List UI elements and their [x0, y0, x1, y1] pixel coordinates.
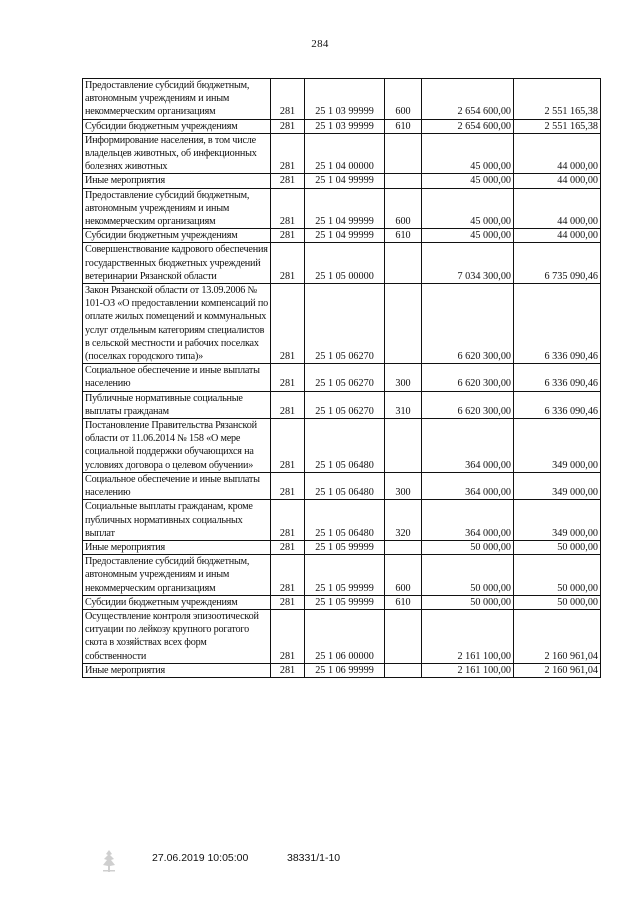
row-planned-amount: 45 000,00 — [422, 188, 514, 229]
row-planned-amount: 364 000,00 — [422, 500, 514, 541]
row-expense-type: 320 — [385, 500, 422, 541]
row-name: Иные мероприятия — [83, 663, 271, 677]
table-row — [83, 500, 601, 541]
row-code: 281 — [271, 595, 305, 609]
row-name: Информирование населения, в том числе владельцев животных, об инфекционных болезнях животных — [83, 133, 271, 174]
row-target-code: 25 1 04 99999 — [305, 174, 385, 188]
row-target-code: 25 1 05 06480 — [305, 472, 385, 499]
row-name: Осуществление контроля эпизоотической ситуации по лейкозу крупного рогатого скота в хозяйствах всех форм собственности — [83, 609, 271, 663]
row-name: Предоставление субсидий бюджетным, автономным учреждениям и иным некоммерческим организациям — [83, 555, 271, 596]
row-actual-amount: 2 160 961,04 — [514, 663, 601, 677]
row-expense-type — [385, 419, 422, 473]
row-name: Субсидии бюджетным учреждениям — [83, 229, 271, 243]
table-row — [83, 663, 601, 677]
row-target-code: 25 1 06 99999 — [305, 663, 385, 677]
table-row — [83, 609, 601, 663]
row-name: Социальное обеспечение и иные выплаты населению — [83, 364, 271, 391]
row-target-code: 25 1 05 06270 — [305, 391, 385, 418]
faint-watermark-text — [442, 848, 592, 858]
row-actual-amount: 349 000,00 — [514, 419, 601, 473]
table-row — [83, 174, 601, 188]
row-actual-amount: 2 160 961,04 — [514, 609, 601, 663]
row-planned-amount: 7 034 300,00 — [422, 243, 514, 284]
row-actual-amount: 50 000,00 — [514, 540, 601, 554]
row-actual-amount: 44 000,00 — [514, 174, 601, 188]
row-planned-amount: 45 000,00 — [422, 174, 514, 188]
row-name: Субсидии бюджетным учреждениям — [83, 595, 271, 609]
row-expense-type — [385, 243, 422, 284]
row-target-code: 25 1 04 99999 — [305, 229, 385, 243]
row-actual-amount: 349 000,00 — [514, 500, 601, 541]
row-name: Иные мероприятия — [83, 540, 271, 554]
budget-table — [82, 78, 601, 678]
row-target-code: 25 1 05 99999 — [305, 595, 385, 609]
row-planned-amount: 6 620 300,00 — [422, 364, 514, 391]
table-row — [83, 229, 601, 243]
row-name: Предоставление субсидий бюджетным, автономным учреждениям и иным некоммерческим организациям — [83, 79, 271, 120]
row-name: Субсидии бюджетным учреждениям — [83, 119, 271, 133]
table-row — [83, 595, 601, 609]
row-code: 281 — [271, 188, 305, 229]
row-code: 281 — [271, 243, 305, 284]
row-target-code: 25 1 03 99999 — [305, 79, 385, 120]
row-expense-type: 310 — [385, 391, 422, 418]
row-planned-amount: 45 000,00 — [422, 133, 514, 174]
table-row — [83, 419, 601, 473]
row-target-code: 25 1 05 99999 — [305, 540, 385, 554]
row-code: 281 — [271, 609, 305, 663]
table-row — [83, 284, 601, 364]
row-planned-amount: 2 161 100,00 — [422, 609, 514, 663]
row-planned-amount: 45 000,00 — [422, 229, 514, 243]
table-row — [83, 79, 601, 120]
row-name: Публичные нормативные социальные выплаты гражданам — [83, 391, 271, 418]
row-code: 281 — [271, 364, 305, 391]
row-expense-type — [385, 540, 422, 554]
row-target-code: 25 1 05 06480 — [305, 419, 385, 473]
row-code: 281 — [271, 229, 305, 243]
row-code: 281 — [271, 419, 305, 473]
row-expense-type — [385, 174, 422, 188]
row-actual-amount: 6 735 090,46 — [514, 243, 601, 284]
coat-of-arms-icon — [100, 848, 118, 874]
table-row — [83, 540, 601, 554]
table-row — [83, 472, 601, 499]
table-row — [83, 188, 601, 229]
row-name: Социальные выплаты гражданам, кроме публичных нормативных социальных выплат — [83, 500, 271, 541]
row-actual-amount: 50 000,00 — [514, 595, 601, 609]
row-expense-type — [385, 609, 422, 663]
row-code: 281 — [271, 540, 305, 554]
row-actual-amount: 50 000,00 — [514, 555, 601, 596]
row-actual-amount: 2 551 165,38 — [514, 119, 601, 133]
row-actual-amount: 44 000,00 — [514, 229, 601, 243]
row-target-code: 25 1 05 06270 — [305, 364, 385, 391]
row-name: Социальное обеспечение и иные выплаты населению — [83, 472, 271, 499]
row-planned-amount: 2 654 600,00 — [422, 79, 514, 120]
row-code: 281 — [271, 174, 305, 188]
row-planned-amount: 50 000,00 — [422, 540, 514, 554]
row-target-code: 25 1 05 06480 — [305, 500, 385, 541]
page-footer — [0, 848, 640, 888]
row-actual-amount: 44 000,00 — [514, 188, 601, 229]
row-target-code: 25 1 03 99999 — [305, 119, 385, 133]
row-target-code: 25 1 06 00000 — [305, 609, 385, 663]
table-row — [83, 133, 601, 174]
row-actual-amount: 6 336 090,46 — [514, 284, 601, 364]
row-target-code: 25 1 05 00000 — [305, 243, 385, 284]
row-name: Постановление Правительства Рязанской области от 11.06.2014 № 158 «О мере социальной поддержки обучающихся на условиях договора о целевом обучении» — [83, 419, 271, 473]
row-expense-type — [385, 133, 422, 174]
row-code: 281 — [271, 555, 305, 596]
row-actual-amount: 2 551 165,38 — [514, 79, 601, 120]
footer-document-number: 38331/1-10 — [287, 852, 341, 864]
row-expense-type — [385, 284, 422, 364]
row-actual-amount: 349 000,00 — [514, 472, 601, 499]
row-expense-type: 300 — [385, 364, 422, 391]
row-code: 281 — [271, 472, 305, 499]
row-target-code: 25 1 05 06270 — [305, 284, 385, 364]
row-code: 281 — [271, 284, 305, 364]
table-row — [83, 243, 601, 284]
row-code: 281 — [271, 133, 305, 174]
row-name: Иные мероприятия — [83, 174, 271, 188]
page-number: 284 — [311, 38, 329, 50]
budget-table-body — [83, 79, 601, 678]
table-row — [83, 391, 601, 418]
footer-timestamp: 27.06.2019 10:05:00 — [152, 852, 249, 864]
row-planned-amount: 364 000,00 — [422, 419, 514, 473]
row-planned-amount: 50 000,00 — [422, 555, 514, 596]
row-code: 281 — [271, 500, 305, 541]
row-planned-amount: 364 000,00 — [422, 472, 514, 499]
row-name: Совершенствование кадрового обеспечения государственных бюджетных учреждений ветеринарии Рязанской области — [83, 243, 271, 284]
row-code: 281 — [271, 79, 305, 120]
row-planned-amount: 2 654 600,00 — [422, 119, 514, 133]
row-planned-amount: 2 161 100,00 — [422, 663, 514, 677]
row-expense-type — [385, 663, 422, 677]
table-row — [83, 555, 601, 596]
row-planned-amount: 6 620 300,00 — [422, 284, 514, 364]
table-row — [83, 364, 601, 391]
row-expense-type: 610 — [385, 119, 422, 133]
row-actual-amount: 6 336 090,46 — [514, 364, 601, 391]
row-target-code: 25 1 04 99999 — [305, 188, 385, 229]
row-name: Закон Рязанской области от 13.09.2006 № 101-ОЗ «О предоставлении компенсаций по оплате жилых помещений и коммунальных услуг отдельным категориям специалистов в сельской местности и рабочих поселках (поселках городского типа)» — [83, 284, 271, 364]
row-code: 281 — [271, 663, 305, 677]
row-code: 281 — [271, 391, 305, 418]
row-target-code: 25 1 05 99999 — [305, 555, 385, 596]
row-expense-type: 600 — [385, 79, 422, 120]
row-expense-type: 300 — [385, 472, 422, 499]
row-expense-type: 600 — [385, 555, 422, 596]
row-actual-amount: 6 336 090,46 — [514, 391, 601, 418]
row-expense-type: 600 — [385, 188, 422, 229]
table-row — [83, 119, 601, 133]
row-name: Предоставление субсидий бюджетным, автономным учреждениям и иным некоммерческим организациям — [83, 188, 271, 229]
row-planned-amount: 50 000,00 — [422, 595, 514, 609]
row-actual-amount: 44 000,00 — [514, 133, 601, 174]
row-expense-type: 610 — [385, 595, 422, 609]
row-planned-amount: 6 620 300,00 — [422, 391, 514, 418]
row-target-code: 25 1 04 00000 — [305, 133, 385, 174]
row-expense-type: 610 — [385, 229, 422, 243]
row-code: 281 — [271, 119, 305, 133]
